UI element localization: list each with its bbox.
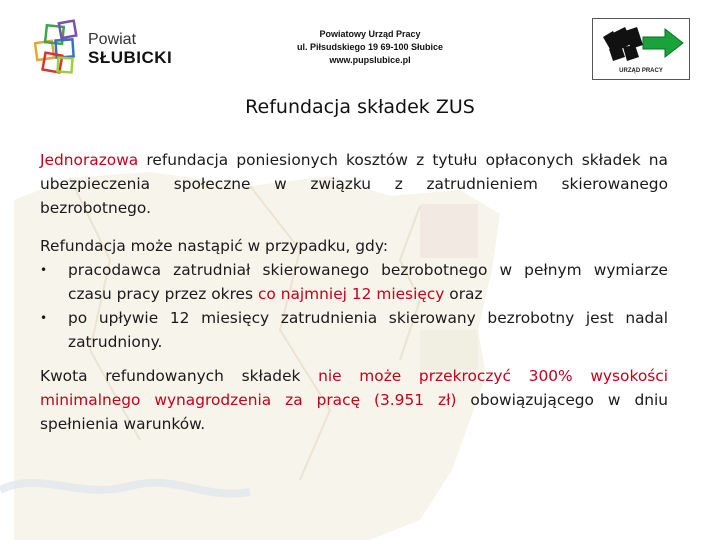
slide-title: Refundacja składek ZUS xyxy=(245,96,475,118)
office-website: www.pupslubice.pl xyxy=(329,55,411,65)
urzad-pracy-label: URZĄD PRACY xyxy=(619,68,663,74)
urzad-pracy-logo xyxy=(592,18,690,80)
powiat-logo-text xyxy=(88,32,172,67)
condition-item-1 xyxy=(40,258,668,306)
paragraph-one-time-refund xyxy=(40,148,668,220)
condition-1-text xyxy=(68,258,668,306)
bullet-dot-icon: • xyxy=(40,311,48,325)
limit-after: obowiązującego w dniu spełnienia warunków. xyxy=(40,391,668,433)
arrow-logo-icon xyxy=(599,23,685,67)
paragraph-refund-limit xyxy=(40,364,668,436)
condition-1-after: oraz xyxy=(444,285,483,303)
bullet-dot-icon: • xyxy=(40,263,48,277)
powiat-slubicki-logo xyxy=(34,18,172,80)
office-name: Powiatowy Urząd Pracy xyxy=(319,29,421,39)
highlight-limit: nie może przekroczyć 300% wysokości minimalnego wynagrodzenia za pracę (3.951 zł) xyxy=(40,367,668,409)
condition-item-2 xyxy=(40,306,668,354)
office-address xyxy=(260,28,480,67)
logo-line-powiat: Powiat xyxy=(88,31,137,48)
office-street: ul. Piłsudskiego 19 69-100 Słubice xyxy=(296,42,444,52)
squares-logo-icon xyxy=(34,18,88,80)
condition-1-before: pracodawca zatrudniał skierowanego bezrobotnego w pełnym wymiarze czasu pracy przez okres xyxy=(68,261,668,303)
condition-2-text: po upływie 12 miesięcy zatrudnienia skierowany bezrobotny jest nadal zatrudniony. xyxy=(68,309,668,351)
limit-before: Kwota refundowanych składek xyxy=(40,367,319,385)
paragraph-conditions xyxy=(40,234,668,354)
highlight-one-time: Jednorazowa xyxy=(40,151,139,169)
paragraph1-text: refundacja poniesionych kosztów z tytułu opłaconych składek na ubezpieczenia społeczne w związku z zatrudnieniem skierowanego bezrobotnego. xyxy=(40,151,668,217)
logo-line-slubicki: SŁUBICKI xyxy=(88,47,173,67)
conditions-intro: Refundacja może nastąpić w przypadku, gdy: xyxy=(40,237,389,255)
highlight-12-months: co najmniej 12 miesięcy xyxy=(257,285,445,303)
